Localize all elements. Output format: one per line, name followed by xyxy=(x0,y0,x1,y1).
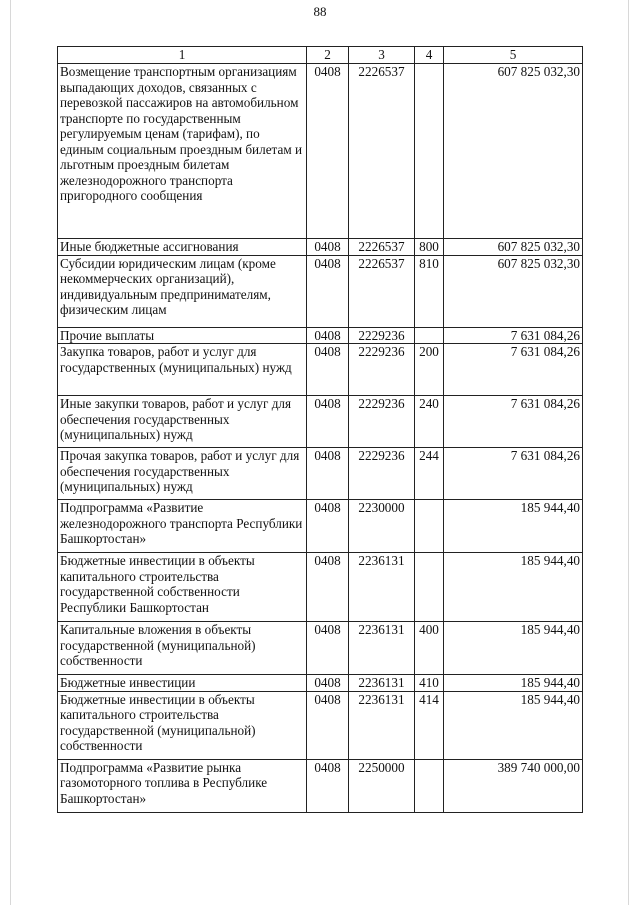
row-amount: 7 631 084,26 xyxy=(444,448,583,500)
row-section: 0408 xyxy=(307,500,349,553)
row-name: Подпрограмма «Развитие рынка газомоторного топлива в Республике Башкортостан» xyxy=(58,759,307,812)
row-expense-type xyxy=(415,327,444,344)
scan-edge-right xyxy=(628,0,629,905)
row-expense-type: 244 xyxy=(415,448,444,500)
table-row xyxy=(58,675,583,692)
row-amount: 7 631 084,26 xyxy=(444,344,583,396)
scan-edge-left xyxy=(10,0,11,905)
row-amount: 185 944,40 xyxy=(444,553,583,622)
row-section: 0408 xyxy=(307,448,349,500)
row-expense-type: 810 xyxy=(415,255,444,327)
table-row xyxy=(58,255,583,327)
header-cell: 1 xyxy=(58,47,307,64)
row-code: 2229236 xyxy=(349,396,415,448)
row-expense-type: 240 xyxy=(415,396,444,448)
table-body xyxy=(58,64,583,813)
row-name: Бюджетные инвестиции в объекты капитального строительства государственной (муниципальной) собственности xyxy=(58,691,307,759)
header-cell: 2 xyxy=(307,47,349,64)
row-code: 2226537 xyxy=(349,239,415,256)
row-section: 0408 xyxy=(307,344,349,396)
row-section: 0408 xyxy=(307,255,349,327)
table-header-row xyxy=(58,47,583,64)
row-expense-type xyxy=(415,759,444,812)
row-name: Иные бюджетные ассигнования xyxy=(58,239,307,256)
row-code: 2226537 xyxy=(349,64,415,239)
row-amount: 7 631 084,26 xyxy=(444,396,583,448)
row-expense-type: 200 xyxy=(415,344,444,396)
row-expense-type xyxy=(415,553,444,622)
table-row xyxy=(58,327,583,344)
row-code: 2229236 xyxy=(349,327,415,344)
table-row xyxy=(58,448,583,500)
row-code: 2236131 xyxy=(349,691,415,759)
table-row xyxy=(58,500,583,553)
table-row xyxy=(58,64,583,239)
table-row xyxy=(58,344,583,396)
row-name: Закупка товаров, работ и услуг для государственных (муниципальных) нужд xyxy=(58,344,307,396)
row-code: 2226537 xyxy=(349,255,415,327)
row-amount: 185 944,40 xyxy=(444,500,583,553)
row-name: Бюджетные инвестиции в объекты капитального строительства государственной собственности Республики Башкортостан xyxy=(58,553,307,622)
table-row xyxy=(58,239,583,256)
table-row xyxy=(58,759,583,812)
row-name: Бюджетные инвестиции xyxy=(58,675,307,692)
row-name: Возмещение транспортным организациям выпадающих доходов, связанных с перевозкой пассажиров на автомобильном транспорте по государственным регулируемым ценам (тарифам), по единым социальным проездным билетам и льготным проездным билетам железнодорожного транспорта пригородного сообщения xyxy=(58,64,307,239)
table-row xyxy=(58,396,583,448)
row-amount: 389 740 000,00 xyxy=(444,759,583,812)
row-amount: 7 631 084,26 xyxy=(444,327,583,344)
table-row xyxy=(58,553,583,622)
row-code: 2236131 xyxy=(349,553,415,622)
row-amount: 185 944,40 xyxy=(444,622,583,675)
header-cell: 4 xyxy=(415,47,444,64)
row-amount: 185 944,40 xyxy=(444,691,583,759)
row-section: 0408 xyxy=(307,675,349,692)
row-section: 0408 xyxy=(307,759,349,812)
row-name: Субсидии юридическим лицам (кроме некоммерческих организаций), индивидуальным предпринимателям, физическим лицам xyxy=(58,255,307,327)
row-section: 0408 xyxy=(307,553,349,622)
row-code: 2229236 xyxy=(349,344,415,396)
row-code: 2250000 xyxy=(349,759,415,812)
budget-table xyxy=(57,46,583,813)
row-expense-type xyxy=(415,64,444,239)
table-row xyxy=(58,622,583,675)
row-code: 2229236 xyxy=(349,448,415,500)
row-expense-type xyxy=(415,500,444,553)
row-section: 0408 xyxy=(307,396,349,448)
header-cell: 5 xyxy=(444,47,583,64)
row-name: Прочие выплаты xyxy=(58,327,307,344)
row-amount: 607 825 032,30 xyxy=(444,239,583,256)
row-section: 0408 xyxy=(307,622,349,675)
row-expense-type: 414 xyxy=(415,691,444,759)
row-expense-type: 400 xyxy=(415,622,444,675)
row-name: Подпрограмма «Развитие железнодорожного транспорта Республики Башкортостан» xyxy=(58,500,307,553)
row-expense-type: 410 xyxy=(415,675,444,692)
row-expense-type: 800 xyxy=(415,239,444,256)
row-code: 2230000 xyxy=(349,500,415,553)
row-section: 0408 xyxy=(307,239,349,256)
row-amount: 185 944,40 xyxy=(444,675,583,692)
row-name: Капитальные вложения в объекты государственной (муниципальной) собственности xyxy=(58,622,307,675)
row-name: Иные закупки товаров, работ и услуг для обеспечения государственных (муниципальных) нужд xyxy=(58,396,307,448)
row-section: 0408 xyxy=(307,327,349,344)
table-row xyxy=(58,691,583,759)
row-name: Прочая закупка товаров, работ и услуг для обеспечения государственных (муниципальных) нужд xyxy=(58,448,307,500)
header-cell: 3 xyxy=(349,47,415,64)
row-section: 0408 xyxy=(307,64,349,239)
page-number: 88 xyxy=(313,4,327,19)
row-code: 2236131 xyxy=(349,675,415,692)
row-amount: 607 825 032,30 xyxy=(444,64,583,239)
row-code: 2236131 xyxy=(349,622,415,675)
row-amount: 607 825 032,30 xyxy=(444,255,583,327)
row-section: 0408 xyxy=(307,691,349,759)
